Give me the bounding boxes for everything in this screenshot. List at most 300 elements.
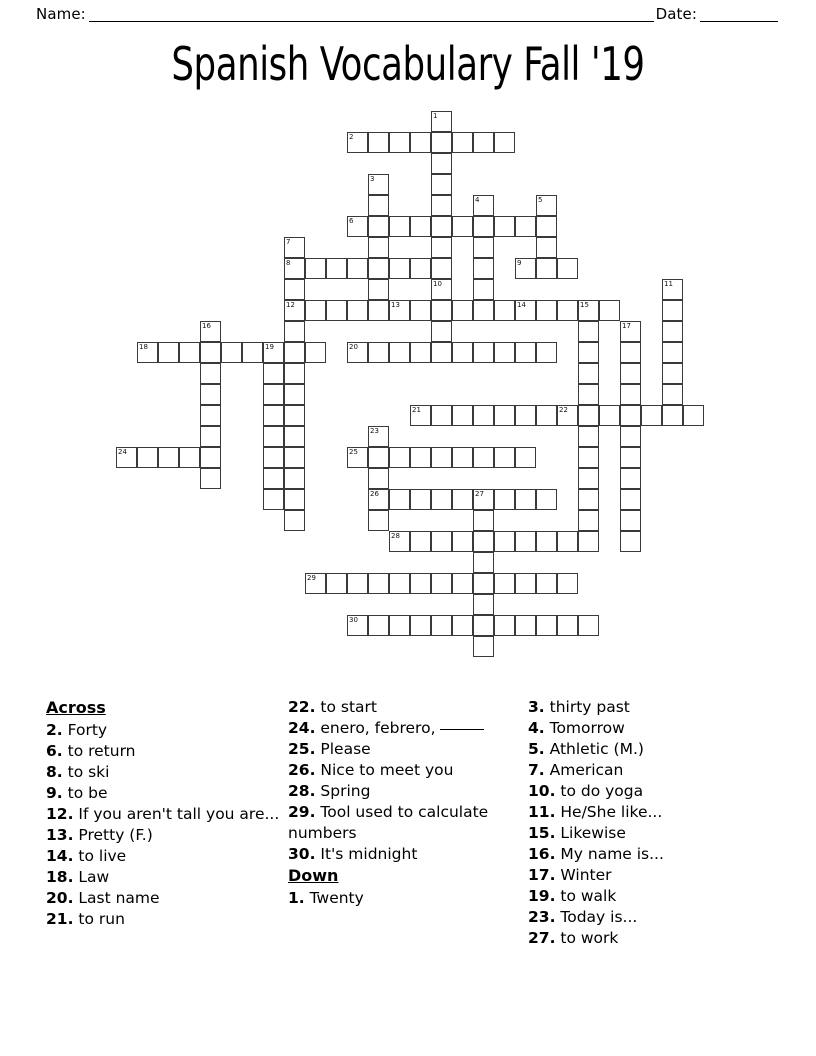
crossword-cell[interactable] bbox=[284, 279, 305, 300]
cell-number: 18 bbox=[139, 343, 148, 351]
crossword-cell[interactable] bbox=[473, 342, 494, 363]
cell-number: 29 bbox=[307, 574, 316, 582]
crossword-cell[interactable] bbox=[620, 510, 641, 531]
crossword-cell[interactable] bbox=[431, 195, 452, 216]
clue-column-3 bbox=[528, 697, 776, 949]
crossword-cell[interactable] bbox=[389, 300, 410, 321]
clue-number: 12. bbox=[46, 805, 74, 823]
crossword-cell[interactable] bbox=[557, 573, 578, 594]
crossword-cell[interactable] bbox=[431, 321, 452, 342]
crossword-cell[interactable] bbox=[515, 615, 536, 636]
crossword-cell[interactable] bbox=[473, 300, 494, 321]
crossword-cell[interactable] bbox=[284, 510, 305, 531]
cell-number: 28 bbox=[391, 532, 400, 540]
clue-number: 20. bbox=[46, 889, 74, 907]
clue-number: 23. bbox=[528, 908, 556, 926]
crossword-cell[interactable] bbox=[368, 468, 389, 489]
crossword-cell[interactable] bbox=[515, 216, 536, 237]
crossword-cell[interactable] bbox=[200, 342, 221, 363]
crossword-cell[interactable] bbox=[284, 384, 305, 405]
crossword-cell[interactable] bbox=[389, 258, 410, 279]
crossword-cell[interactable] bbox=[284, 426, 305, 447]
down-heading: Down bbox=[288, 866, 339, 885]
clue-number: 9. bbox=[46, 784, 63, 802]
cell-number: 19 bbox=[265, 343, 274, 351]
crossword-cell[interactable] bbox=[515, 447, 536, 468]
crossword-cell[interactable] bbox=[389, 489, 410, 510]
crossword-cell[interactable] bbox=[305, 300, 326, 321]
crossword-cell[interactable] bbox=[368, 510, 389, 531]
across-clue: 24. enero, febrero, bbox=[288, 718, 528, 739]
clue-number: 3. bbox=[528, 698, 545, 716]
cell-number: 21 bbox=[412, 406, 421, 414]
crossword-cell[interactable] bbox=[494, 573, 515, 594]
clue-number: 10. bbox=[528, 782, 556, 800]
crossword-cell[interactable] bbox=[536, 300, 557, 321]
crossword-cell[interactable] bbox=[494, 300, 515, 321]
clue-number: 13. bbox=[46, 826, 74, 844]
crossword-cell[interactable] bbox=[137, 447, 158, 468]
name-label: Name: bbox=[36, 5, 86, 23]
crossword-cell[interactable] bbox=[368, 216, 389, 237]
crossword-cell[interactable] bbox=[410, 132, 431, 153]
crossword-cell[interactable] bbox=[368, 300, 389, 321]
crossword-cell[interactable] bbox=[578, 615, 599, 636]
clue-number: 28. bbox=[288, 782, 316, 800]
crossword-cell[interactable] bbox=[515, 405, 536, 426]
crossword-cell[interactable] bbox=[557, 531, 578, 552]
crossword-cell[interactable] bbox=[473, 216, 494, 237]
clue-number: 18. bbox=[46, 868, 74, 886]
crossword-cell[interactable] bbox=[536, 489, 557, 510]
cell-number: 9 bbox=[517, 259, 522, 267]
crossword-cell[interactable] bbox=[536, 195, 557, 216]
crossword-cell[interactable] bbox=[200, 468, 221, 489]
crossword-cell[interactable] bbox=[620, 384, 641, 405]
crossword-cell[interactable] bbox=[368, 615, 389, 636]
crossword-cell[interactable] bbox=[368, 342, 389, 363]
crossword-cell[interactable] bbox=[473, 636, 494, 657]
crossword-cell[interactable] bbox=[683, 405, 704, 426]
crossword-cell[interactable] bbox=[431, 111, 452, 132]
cell-number: 24 bbox=[118, 448, 127, 456]
crossword-cell[interactable] bbox=[431, 342, 452, 363]
crossword-cell[interactable] bbox=[431, 447, 452, 468]
crossword-cell[interactable] bbox=[494, 132, 515, 153]
crossword-cell[interactable] bbox=[305, 342, 326, 363]
crossword-cell[interactable] bbox=[620, 405, 641, 426]
crossword-cell[interactable] bbox=[368, 132, 389, 153]
date-label: Date: bbox=[655, 5, 697, 23]
crossword-cell[interactable] bbox=[578, 468, 599, 489]
crossword-cell[interactable] bbox=[263, 489, 284, 510]
crossword-cell[interactable] bbox=[452, 447, 473, 468]
crossword-cell[interactable] bbox=[368, 447, 389, 468]
crossword-cell[interactable] bbox=[200, 426, 221, 447]
across-clue: 20. Last name bbox=[46, 889, 160, 907]
clue-number: 6. bbox=[46, 742, 63, 760]
clue-number: 19. bbox=[528, 887, 556, 905]
crossword-cell[interactable] bbox=[578, 510, 599, 531]
crossword-cell[interactable] bbox=[389, 447, 410, 468]
crossword-cell[interactable] bbox=[431, 573, 452, 594]
date-write-in-line[interactable] bbox=[700, 7, 778, 22]
crossword-cell[interactable] bbox=[494, 342, 515, 363]
name-date-row bbox=[0, 0, 816, 24]
crossword-cell[interactable] bbox=[620, 342, 641, 363]
crossword-cell[interactable] bbox=[452, 573, 473, 594]
cell-number: 15 bbox=[580, 301, 589, 309]
crossword-cell[interactable] bbox=[578, 447, 599, 468]
cell-number: 7 bbox=[286, 238, 291, 246]
crossword-cell[interactable] bbox=[473, 195, 494, 216]
crossword-cell[interactable] bbox=[662, 384, 683, 405]
cell-number: 4 bbox=[475, 196, 480, 204]
clue-number: 21. bbox=[46, 910, 74, 928]
cell-number: 14 bbox=[517, 301, 526, 309]
crossword-cell[interactable] bbox=[536, 216, 557, 237]
crossword-cell[interactable] bbox=[515, 489, 536, 510]
cell-number: 8 bbox=[286, 259, 291, 267]
crossword-cell[interactable] bbox=[263, 426, 284, 447]
crossword-cell[interactable] bbox=[431, 132, 452, 153]
crossword-cell[interactable] bbox=[200, 321, 221, 342]
cell-number: 12 bbox=[286, 301, 295, 309]
crossword-cell[interactable] bbox=[158, 447, 179, 468]
crossword-cell[interactable] bbox=[305, 258, 326, 279]
crossword-cell[interactable] bbox=[368, 174, 389, 195]
across-clue: 28. Spring bbox=[288, 782, 371, 800]
crossword-cell[interactable] bbox=[326, 300, 347, 321]
clue-number: 14. bbox=[46, 847, 74, 865]
down-clue: 4. Tomorrow bbox=[528, 719, 625, 737]
crossword-cell[interactable] bbox=[347, 216, 368, 237]
down-clue: 11. He/She like... bbox=[528, 803, 663, 821]
crossword-cell[interactable] bbox=[410, 489, 431, 510]
crossword-cell[interactable] bbox=[620, 363, 641, 384]
page-title: Spanish Vocabulary Fall '19 bbox=[171, 37, 645, 91]
clue-number: 4. bbox=[528, 719, 545, 737]
crossword-cell[interactable] bbox=[284, 447, 305, 468]
crossword-cell[interactable] bbox=[431, 174, 452, 195]
crossword-cell[interactable] bbox=[284, 468, 305, 489]
crossword-cell[interactable] bbox=[536, 405, 557, 426]
crossword-cell[interactable] bbox=[473, 405, 494, 426]
crossword-cell[interactable] bbox=[473, 615, 494, 636]
crossword-cell[interactable] bbox=[578, 363, 599, 384]
cell-number: 26 bbox=[370, 490, 379, 498]
crossword-cell[interactable] bbox=[515, 258, 536, 279]
crossword-cell[interactable] bbox=[578, 426, 599, 447]
crossword-cell[interactable] bbox=[431, 300, 452, 321]
crossword-cell[interactable] bbox=[578, 405, 599, 426]
crossword-cell[interactable] bbox=[389, 216, 410, 237]
cell-number: 11 bbox=[664, 280, 673, 288]
cell-number: 2 bbox=[349, 133, 354, 141]
crossword-cell[interactable] bbox=[347, 300, 368, 321]
crossword-cell[interactable] bbox=[494, 447, 515, 468]
crossword-cell[interactable] bbox=[473, 237, 494, 258]
crossword-cell[interactable] bbox=[431, 153, 452, 174]
clue-number: 30. bbox=[288, 845, 316, 863]
clue-number: 7. bbox=[528, 761, 545, 779]
crossword-cell[interactable] bbox=[536, 615, 557, 636]
cell-number: 6 bbox=[349, 217, 354, 225]
crossword-cell[interactable] bbox=[536, 342, 557, 363]
crossword-cell[interactable] bbox=[284, 489, 305, 510]
clue-column-1 bbox=[46, 697, 288, 930]
crossword-cell[interactable] bbox=[137, 342, 158, 363]
crossword-cell[interactable] bbox=[347, 447, 368, 468]
clue-number: 15. bbox=[528, 824, 556, 842]
crossword-cell[interactable] bbox=[473, 573, 494, 594]
crossword-cell[interactable] bbox=[221, 342, 242, 363]
across-clue: 9. to be bbox=[46, 784, 108, 802]
clue-number: 17. bbox=[528, 866, 556, 884]
down-clue: 27. to work bbox=[528, 929, 619, 947]
crossword-cell[interactable] bbox=[410, 300, 431, 321]
crossword-cell[interactable] bbox=[200, 405, 221, 426]
crossword-cell[interactable] bbox=[494, 615, 515, 636]
crossword-cell[interactable] bbox=[473, 510, 494, 531]
crossword-cell[interactable] bbox=[536, 531, 557, 552]
crossword-cell[interactable] bbox=[263, 363, 284, 384]
down-clue: 5. Athletic (M.) bbox=[528, 740, 644, 758]
across-clue: 18. Law bbox=[46, 868, 110, 886]
crossword-cell[interactable] bbox=[620, 489, 641, 510]
cell-number: 10 bbox=[433, 280, 442, 288]
crossword-cell[interactable] bbox=[494, 405, 515, 426]
crossword-cell[interactable] bbox=[620, 531, 641, 552]
crossword-cell[interactable] bbox=[452, 531, 473, 552]
crossword-cell[interactable] bbox=[347, 342, 368, 363]
crossword-cell[interactable] bbox=[662, 342, 683, 363]
crossword-cell[interactable] bbox=[284, 300, 305, 321]
crossword-cell[interactable] bbox=[620, 468, 641, 489]
clue-number: 22. bbox=[288, 698, 316, 716]
cell-number: 13 bbox=[391, 301, 400, 309]
crossword-cell[interactable] bbox=[452, 405, 473, 426]
crossword-cell[interactable] bbox=[263, 468, 284, 489]
crossword-cell[interactable] bbox=[452, 342, 473, 363]
crossword-cell[interactable] bbox=[473, 594, 494, 615]
crossword-cell[interactable] bbox=[557, 258, 578, 279]
crossword-cell[interactable] bbox=[473, 132, 494, 153]
crossword-cell[interactable] bbox=[389, 573, 410, 594]
crossword-cell[interactable] bbox=[620, 426, 641, 447]
across-heading: Across bbox=[46, 698, 106, 717]
crossword-cell[interactable] bbox=[431, 279, 452, 300]
crossword-cell[interactable] bbox=[263, 447, 284, 468]
crossword-cell[interactable] bbox=[263, 342, 284, 363]
crossword-cell[interactable] bbox=[452, 132, 473, 153]
crossword-cell[interactable] bbox=[662, 279, 683, 300]
clue-number: 16. bbox=[528, 845, 556, 863]
clue-number: 26. bbox=[288, 761, 316, 779]
crossword-cell[interactable] bbox=[473, 489, 494, 510]
down-clue: 1. Twenty bbox=[288, 889, 364, 907]
crossword-cell[interactable] bbox=[431, 405, 452, 426]
crossword-cell[interactable] bbox=[326, 258, 347, 279]
crossword-cell[interactable] bbox=[473, 531, 494, 552]
down-clue: 17. Winter bbox=[528, 866, 612, 884]
crossword-cell[interactable] bbox=[368, 489, 389, 510]
across-clue: 29. Tool used to calculate numbers bbox=[288, 803, 489, 842]
crossword-cell[interactable] bbox=[368, 258, 389, 279]
crossword-cell[interactable] bbox=[578, 342, 599, 363]
crossword-cell[interactable] bbox=[473, 552, 494, 573]
crossword-cell[interactable] bbox=[536, 258, 557, 279]
crossword-cell[interactable] bbox=[494, 531, 515, 552]
crossword-cell[interactable] bbox=[179, 342, 200, 363]
name-write-in-line[interactable] bbox=[89, 7, 654, 22]
crossword-cell[interactable] bbox=[431, 489, 452, 510]
across-clue: 13. Pretty (F.) bbox=[46, 826, 153, 844]
cell-number: 30 bbox=[349, 616, 358, 624]
crossword-cell[interactable] bbox=[494, 489, 515, 510]
clue-number: 27. bbox=[528, 929, 556, 947]
crossword-cell[interactable] bbox=[662, 321, 683, 342]
crossword-cell[interactable] bbox=[515, 300, 536, 321]
crossword-cell[interactable] bbox=[347, 615, 368, 636]
crossword-cell[interactable] bbox=[368, 573, 389, 594]
crossword-cell[interactable] bbox=[641, 405, 662, 426]
down-clue: 7. American bbox=[528, 761, 624, 779]
crossword-cell[interactable] bbox=[515, 342, 536, 363]
crossword-cell[interactable] bbox=[557, 300, 578, 321]
fill-in-blank bbox=[440, 729, 484, 730]
crossword-cell[interactable] bbox=[368, 195, 389, 216]
across-clue: 21. to run bbox=[46, 910, 125, 928]
crossword-cell[interactable] bbox=[662, 405, 683, 426]
crossword-cell[interactable] bbox=[326, 573, 347, 594]
crossword-cell[interactable] bbox=[284, 342, 305, 363]
across-clue: 30. It's midnight bbox=[288, 845, 418, 863]
crossword-cell[interactable] bbox=[410, 216, 431, 237]
crossword-cell[interactable] bbox=[431, 258, 452, 279]
crossword-cell[interactable] bbox=[662, 300, 683, 321]
crossword-cell[interactable] bbox=[305, 573, 326, 594]
cell-number: 25 bbox=[349, 448, 358, 456]
crossword-cell[interactable] bbox=[536, 573, 557, 594]
crossword-cell[interactable] bbox=[578, 384, 599, 405]
crossword-cell[interactable] bbox=[410, 531, 431, 552]
clue-lists bbox=[0, 697, 816, 997]
crossword-cell[interactable] bbox=[536, 237, 557, 258]
crossword-cell[interactable] bbox=[368, 426, 389, 447]
crossword-cell[interactable] bbox=[179, 447, 200, 468]
crossword-cell[interactable] bbox=[473, 258, 494, 279]
crossword-cell[interactable] bbox=[410, 342, 431, 363]
crossword-cell[interactable] bbox=[578, 300, 599, 321]
clue-number: 1. bbox=[288, 889, 305, 907]
crossword-cell[interactable] bbox=[410, 447, 431, 468]
crossword-cell[interactable] bbox=[116, 447, 137, 468]
crossword-cell[interactable] bbox=[599, 405, 620, 426]
clue-number: 25. bbox=[288, 740, 316, 758]
down-clue: 10. to do yoga bbox=[528, 782, 644, 800]
crossword-cell[interactable] bbox=[599, 300, 620, 321]
crossword-cell[interactable] bbox=[515, 531, 536, 552]
crossword-cell[interactable] bbox=[284, 237, 305, 258]
across-clue: 8. to ski bbox=[46, 763, 110, 781]
crossword-cell[interactable] bbox=[284, 258, 305, 279]
clue-column-2 bbox=[288, 697, 528, 909]
crossword-cell[interactable] bbox=[347, 132, 368, 153]
crossword-cell[interactable] bbox=[578, 321, 599, 342]
crossword-cell[interactable] bbox=[620, 447, 641, 468]
crossword-cell[interactable] bbox=[410, 405, 431, 426]
crossword-cell[interactable] bbox=[662, 363, 683, 384]
crossword-cell[interactable] bbox=[242, 342, 263, 363]
crossword-cell[interactable] bbox=[263, 384, 284, 405]
crossword-cell[interactable] bbox=[452, 489, 473, 510]
crossword-cell[interactable] bbox=[410, 615, 431, 636]
cell-number: 23 bbox=[370, 427, 379, 435]
crossword-cell[interactable] bbox=[200, 384, 221, 405]
crossword-cell[interactable] bbox=[284, 405, 305, 426]
crossword-cell[interactable] bbox=[284, 363, 305, 384]
crossword-cell[interactable] bbox=[410, 258, 431, 279]
across-clue: 2. Forty bbox=[46, 721, 108, 739]
clue-number: 29. bbox=[288, 803, 316, 821]
cell-number: 16 bbox=[202, 322, 211, 330]
crossword-cell[interactable] bbox=[473, 279, 494, 300]
crossword-cell[interactable] bbox=[578, 531, 599, 552]
cell-number: 20 bbox=[349, 343, 358, 351]
crossword-cell[interactable] bbox=[431, 237, 452, 258]
crossword-cell[interactable] bbox=[557, 615, 578, 636]
cell-number: 22 bbox=[559, 406, 568, 414]
crossword-cell[interactable] bbox=[200, 447, 221, 468]
crossword-cell[interactable] bbox=[200, 363, 221, 384]
crossword-cell[interactable] bbox=[431, 216, 452, 237]
crossword-cell[interactable] bbox=[410, 573, 431, 594]
down-clue: 15. Likewise bbox=[528, 824, 626, 842]
crossword-cell[interactable] bbox=[368, 279, 389, 300]
crossword-cell[interactable] bbox=[368, 237, 389, 258]
clue-number: 11. bbox=[528, 803, 556, 821]
crossword-cell[interactable] bbox=[347, 573, 368, 594]
cell-number: 3 bbox=[370, 175, 375, 183]
across-clue: 25. Please bbox=[288, 740, 371, 758]
crossword-cell[interactable] bbox=[284, 321, 305, 342]
crossword-cell[interactable] bbox=[494, 216, 515, 237]
crossword-cell[interactable] bbox=[389, 615, 410, 636]
crossword-cell[interactable] bbox=[620, 321, 641, 342]
crossword-cell[interactable] bbox=[515, 573, 536, 594]
crossword-cell[interactable] bbox=[452, 300, 473, 321]
across-clue: 26. Nice to meet you bbox=[288, 761, 454, 779]
down-clue: 19. to walk bbox=[528, 887, 617, 905]
clue-number: 2. bbox=[46, 721, 63, 739]
crossword-cell[interactable] bbox=[431, 615, 452, 636]
crossword-cell[interactable] bbox=[158, 342, 179, 363]
crossword-cell[interactable] bbox=[263, 405, 284, 426]
cell-number: 27 bbox=[475, 490, 484, 498]
crossword-cell[interactable] bbox=[557, 405, 578, 426]
crossword-cell[interactable] bbox=[389, 342, 410, 363]
across-clue: 22. to start bbox=[288, 698, 377, 716]
crossword-cell[interactable] bbox=[452, 615, 473, 636]
crossword-cell[interactable] bbox=[578, 489, 599, 510]
crossword-cell[interactable] bbox=[473, 447, 494, 468]
crossword-cell[interactable] bbox=[389, 531, 410, 552]
crossword-cell[interactable] bbox=[389, 132, 410, 153]
crossword-cell[interactable] bbox=[431, 531, 452, 552]
crossword-cell[interactable] bbox=[347, 258, 368, 279]
crossword-cell[interactable] bbox=[452, 216, 473, 237]
